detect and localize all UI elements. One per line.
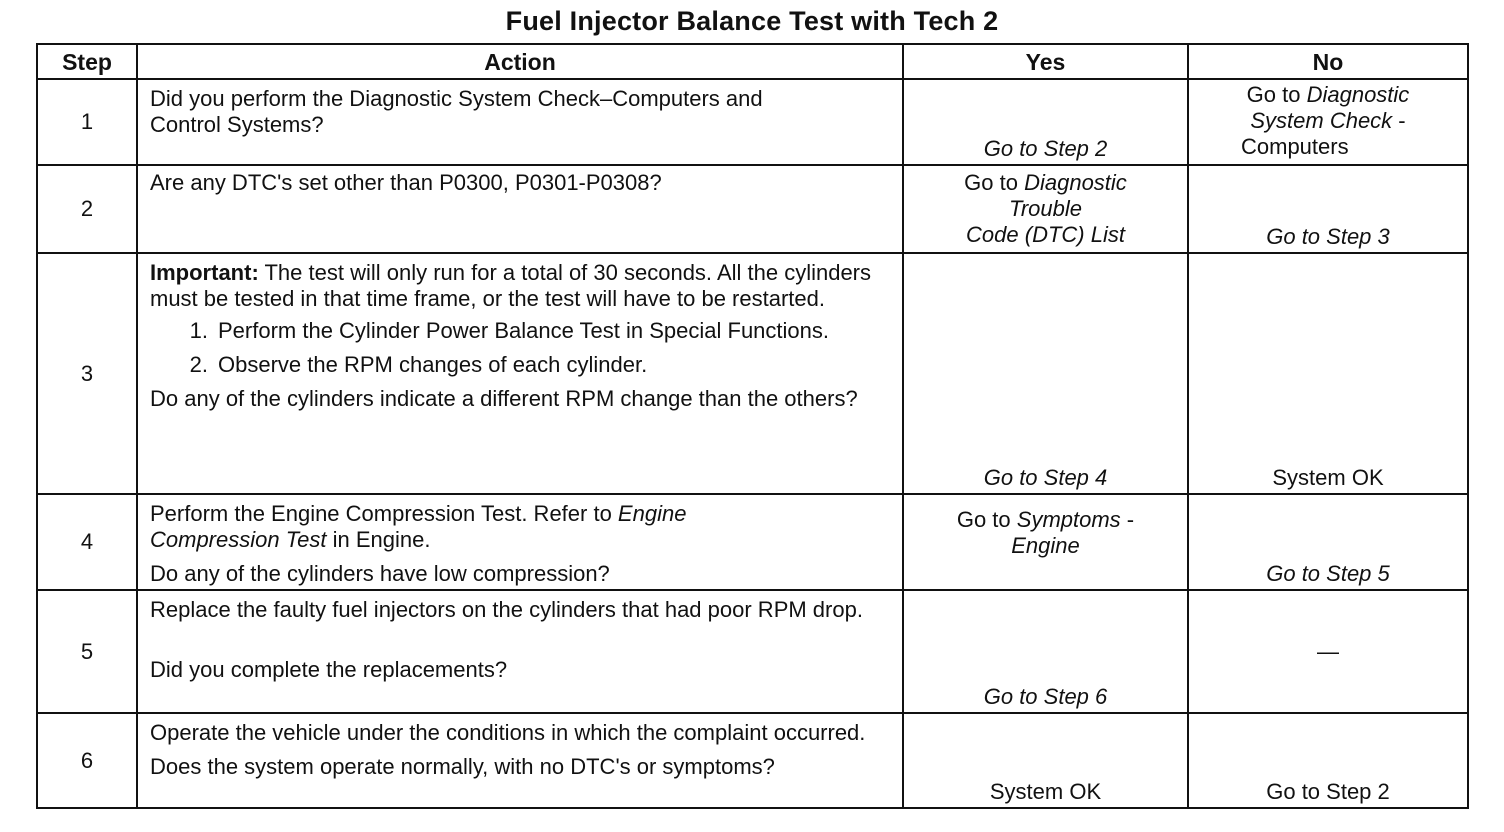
header-row — [37, 44, 1468, 79]
action-question: Did you complete the replacements? — [150, 657, 508, 682]
yes-text: - — [1120, 507, 1135, 532]
table-row — [37, 713, 1468, 808]
action-text: Did you perform the Diagnostic System Check–Computers and — [150, 86, 763, 111]
step-number: 5 — [37, 590, 137, 713]
no-text: Go to Step 3 — [1266, 224, 1390, 249]
action-question: Do any of the cylinders indicate a different RPM change than the others? — [150, 386, 858, 411]
no-text: - — [1392, 108, 1406, 133]
yes-text: System OK — [989, 779, 1102, 804]
no-cell — [1188, 590, 1468, 713]
yes-text: Go to — [956, 507, 1017, 532]
action-text: Control Systems? — [150, 112, 324, 137]
action-cell — [137, 713, 903, 808]
action-text: Are any DTC's set other than P0300, P0301-P0308? — [150, 170, 662, 195]
list-item — [150, 318, 894, 344]
action-cell — [137, 494, 903, 590]
step-number: 2 — [37, 165, 137, 253]
no-cell — [1188, 494, 1468, 590]
action-reference: Engine Compression Test — [150, 501, 687, 552]
list-item — [150, 352, 894, 378]
header-step: Step — [37, 44, 137, 79]
header-action: Action — [137, 44, 903, 79]
substep-list — [150, 318, 894, 378]
yes-cell — [903, 165, 1188, 253]
no-text: System OK — [1272, 465, 1384, 490]
action-text-tail: in Engine. — [326, 527, 431, 552]
no-text: Go to Step 5 — [1266, 561, 1390, 586]
action-question: Does the system operate normally, with no DTC's or symptoms? — [150, 754, 775, 779]
substep-text: Observe the RPM changes of each cylinder. — [218, 352, 648, 377]
no-text: — — [1317, 638, 1339, 664]
table-row — [37, 79, 1468, 165]
step-number: 1 — [37, 79, 137, 165]
table-row — [37, 590, 1468, 713]
important-label: Important: — [150, 260, 259, 285]
table-row — [37, 253, 1468, 494]
page-title: Fuel Injector Balance Test with Tech 2 — [505, 6, 999, 36]
yes-cell — [903, 713, 1188, 808]
action-text: Operate the vehicle under the conditions in which the complaint occurred. — [150, 720, 866, 745]
no-text: Go to — [1246, 82, 1307, 107]
yes-link-text: Engine — [1011, 533, 1080, 558]
action-text-lead: Perform the Engine Compression Test. Refer to — [150, 501, 618, 526]
yes-cell — [903, 494, 1188, 590]
action-cell — [137, 79, 903, 165]
substep-number: 2. — [189, 352, 208, 377]
no-text: Go to Step 2 — [1266, 779, 1390, 804]
yes-text: Go to Step 4 — [983, 465, 1108, 490]
diagnostic-table — [36, 43, 1469, 809]
yes-cell — [903, 79, 1188, 165]
no-cell — [1188, 713, 1468, 808]
substep-number: 1. — [189, 318, 208, 343]
no-text: Computers — [1241, 134, 1349, 159]
table-row — [37, 165, 1468, 253]
yes-link-text: Code (DTC) List — [966, 222, 1125, 247]
yes-cell — [903, 590, 1188, 713]
table-row — [37, 494, 1468, 590]
substep-text: Perform the Cylinder Power Balance Test in Special Functions. — [218, 318, 829, 343]
no-cell — [1188, 253, 1468, 494]
action-text — [150, 501, 894, 553]
step-number: 4 — [37, 494, 137, 590]
action-cell — [137, 165, 903, 253]
action-cell — [137, 590, 903, 713]
yes-link-text: Trouble — [1009, 196, 1082, 221]
action-cell — [137, 253, 903, 494]
no-link-text: System Check — [1250, 108, 1393, 133]
action-question: Do any of the cylinders have low compression? — [150, 561, 610, 586]
no-link-text: Diagnostic — [1306, 82, 1410, 107]
yes-text: Go to — [964, 170, 1025, 195]
yes-text: Go to Step 2 — [983, 136, 1108, 161]
important-text: The test will only run for a total of 30 seconds. All the cylinders must be tested in that time frame, or the test will have to be restarted. — [150, 260, 872, 311]
action-text: Replace the faulty fuel injectors on the cylinders that had poor RPM drop. — [150, 597, 863, 622]
yes-link-text: Diagnostic — [1024, 170, 1127, 195]
step-number: 3 — [37, 253, 137, 494]
header-yes: Yes — [903, 44, 1188, 79]
yes-text: Go to Step 6 — [983, 684, 1108, 709]
no-cell — [1188, 79, 1468, 165]
important-note — [150, 260, 894, 312]
header-no: No — [1188, 44, 1468, 79]
step-number: 6 — [37, 713, 137, 808]
yes-link-text: Symptoms — [1016, 507, 1121, 532]
yes-cell — [903, 253, 1188, 494]
no-cell — [1188, 165, 1468, 253]
